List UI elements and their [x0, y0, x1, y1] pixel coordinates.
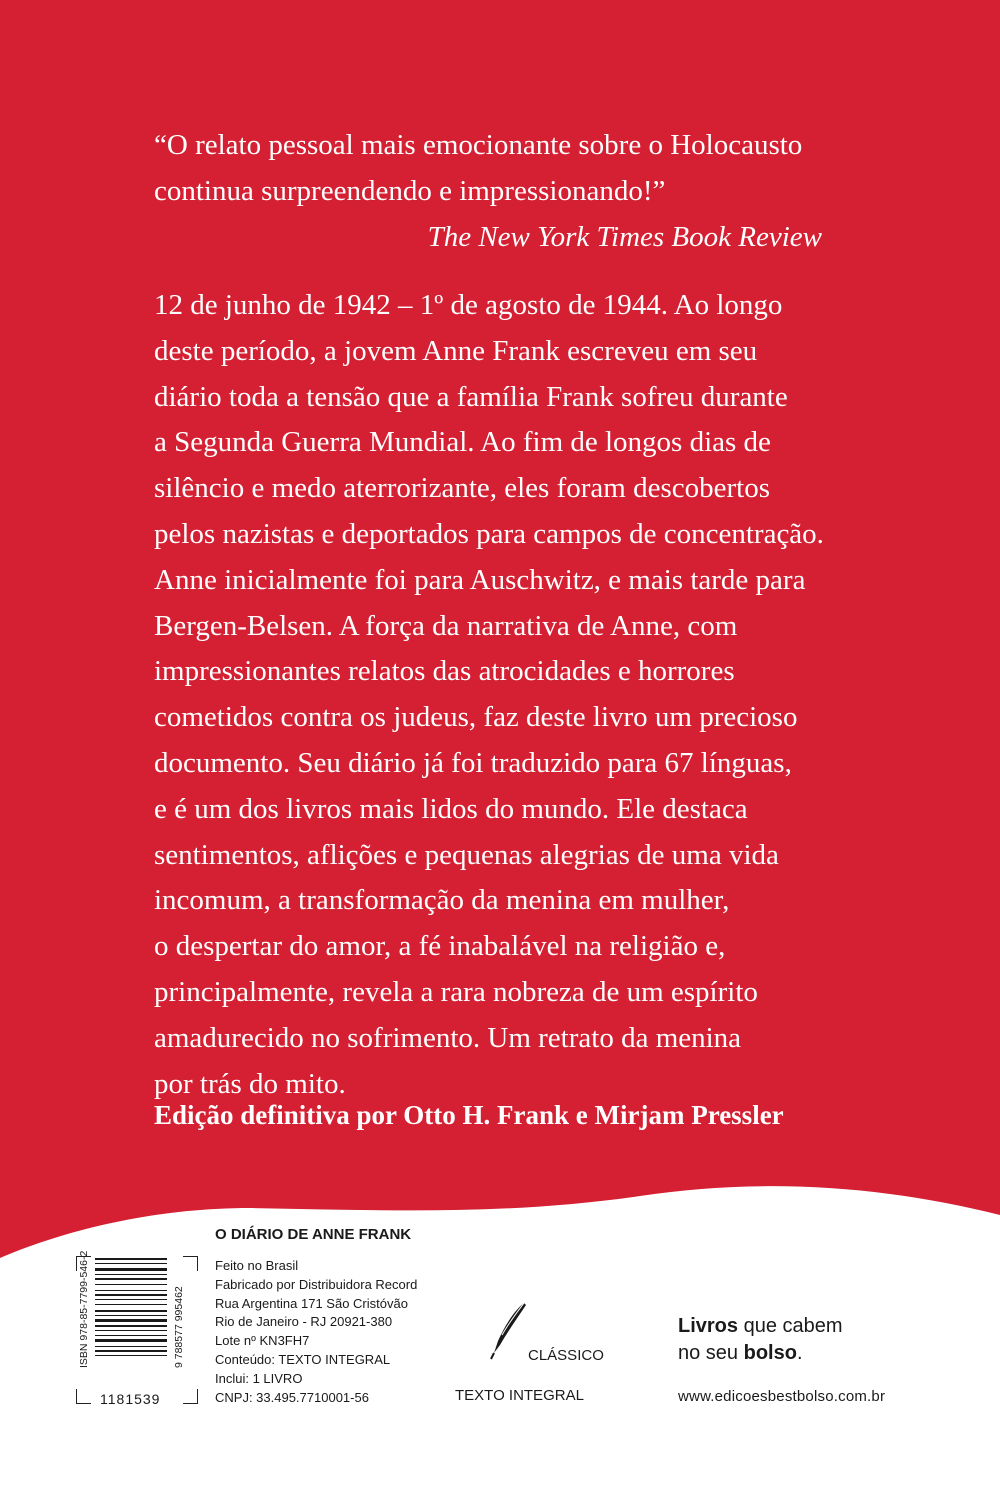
barcode-stripe: [95, 1319, 167, 1322]
synopsis-line: a Segunda Guerra Mundial. Ao fim de longos dias de: [154, 426, 771, 459]
classic-label: CLÁSSICO: [528, 1347, 604, 1364]
barcode-stripe: [95, 1268, 167, 1271]
synopsis-line: diário toda a tensão que a família Frank sofreu durante: [154, 380, 788, 413]
edition-credit: Edição definitiva por Otto H. Frank e Mirjam Pressler: [154, 1100, 784, 1130]
synopsis-line: cometidos contra os judeus, faz deste livro um precioso: [154, 701, 798, 734]
slogan-word: Livros: [678, 1315, 739, 1337]
slogan-word: que cabem: [738, 1315, 843, 1337]
integral-label: TEXTO INTEGRAL: [455, 1387, 584, 1404]
ean-label: 9 788577 995462: [173, 1286, 185, 1368]
synopsis: [154, 283, 874, 1107]
review-quote: [154, 122, 874, 260]
barcode-stripe: [95, 1294, 167, 1296]
synopsis-line: Bergen-Belsen. A força da narrativa de Anne, com: [154, 609, 738, 642]
barcode-stripe: [95, 1290, 167, 1291]
barcode-stripe: [95, 1346, 167, 1347]
publisher-slogan: [678, 1313, 843, 1367]
website-link[interactable]: www.edicoesbestbolso.com.br: [678, 1388, 886, 1405]
synopsis-line: documento. Seu diário já foi traduzido para 67 línguas,: [154, 746, 792, 779]
ean-label-wrap: [173, 1258, 187, 1368]
synopsis-line: pelos nazistas e deportados para campos de concentração.: [154, 517, 824, 550]
barcode-stripe: [95, 1304, 167, 1305]
quote-line: continua surpreendendo e impressionando!”: [154, 175, 666, 207]
barcode-stripe: [95, 1330, 167, 1331]
synopsis-line: e é um dos livros mais lidos do mundo. Ele destaca: [154, 792, 748, 825]
barcode-stripe: [95, 1284, 167, 1285]
barcode-stripe: [95, 1258, 167, 1260]
imprint-line: Fabricado por Distribuidora Record: [215, 1276, 418, 1292]
synopsis-line: silêncio e medo aterrorizante, eles foram descobertos: [154, 472, 770, 505]
barcode-stripe: [95, 1299, 167, 1300]
barcode-stripe: [95, 1278, 167, 1280]
slogan-word: no seu: [678, 1342, 744, 1364]
barcode-stripe: [95, 1310, 167, 1312]
barcode-stripe: [95, 1355, 167, 1356]
synopsis-line: por trás do mito.: [154, 1067, 346, 1100]
synopsis-line: principalmente, revela a rara nobreza de um espírito: [154, 975, 758, 1008]
imprint-line: Inclui: 1 LIVRO: [215, 1370, 303, 1386]
crop-mark: [76, 1389, 91, 1404]
product-code: 1181539: [100, 1391, 161, 1407]
quote-source: The New York Times Book Review: [427, 221, 822, 253]
imprint-line: Rio de Janeiro - RJ 20921-380: [215, 1314, 393, 1330]
barcode-stripe: [95, 1274, 167, 1275]
barcode: [95, 1258, 167, 1368]
slogan-word: bolso: [743, 1342, 797, 1364]
synopsis-line: o despertar do amor, a fé inabalável na religião e,: [154, 930, 726, 963]
imprint-line: Rua Argentina 171 São Cristóvão: [215, 1295, 408, 1311]
synopsis-line: incomum, a transformação da menina em mulher,: [154, 884, 730, 917]
barcode-stripe: [95, 1335, 167, 1336]
isbn-label: ISBN 978-85-7799-546-2: [78, 1250, 90, 1368]
synopsis-line: sentimentos, aflições e pequenas alegrias de uma vida: [154, 838, 779, 871]
synopsis-line: amadurecido no sofrimento. Um retrato da menina: [154, 1021, 742, 1054]
quill-pen-icon: [488, 1301, 528, 1361]
barcode-stripe: [95, 1263, 167, 1264]
barcode-stripe: [95, 1350, 167, 1352]
book-title: O DIÁRIO DE ANNE FRANK: [215, 1226, 412, 1243]
slogan-word: .: [796, 1342, 803, 1364]
crop-mark: [183, 1389, 198, 1404]
synopsis-line: impressionantes relatos das atrocidades e horrores: [154, 655, 735, 688]
imprint-line: CNPJ: 33.495.7710001-56: [215, 1389, 369, 1405]
synopsis-line: deste período, a jovem Anne Frank escreveu em seu: [154, 334, 758, 367]
imprint-info: [215, 1257, 417, 1407]
synopsis-line: 12 de junho de 1942 – 1º de agosto de 1944. Ao longo: [154, 289, 783, 321]
imprint-line: Conteúdo: TEXTO INTEGRAL: [215, 1351, 391, 1367]
synopsis-line: Anne inicialmente foi para Auschwitz, e mais tarde para: [154, 563, 806, 596]
imprint-line: Feito no Brasil: [215, 1258, 299, 1273]
barcode-stripe: [95, 1325, 167, 1327]
isbn-label-wrap: [78, 1250, 92, 1368]
barcode-stripe: [95, 1315, 167, 1316]
barcode-stripe: [95, 1339, 167, 1342]
quote-line: “O relato pessoal mais emocionante sobre o Holocausto: [154, 129, 803, 161]
imprint-line: Lote nº KN3FH7: [215, 1333, 310, 1349]
